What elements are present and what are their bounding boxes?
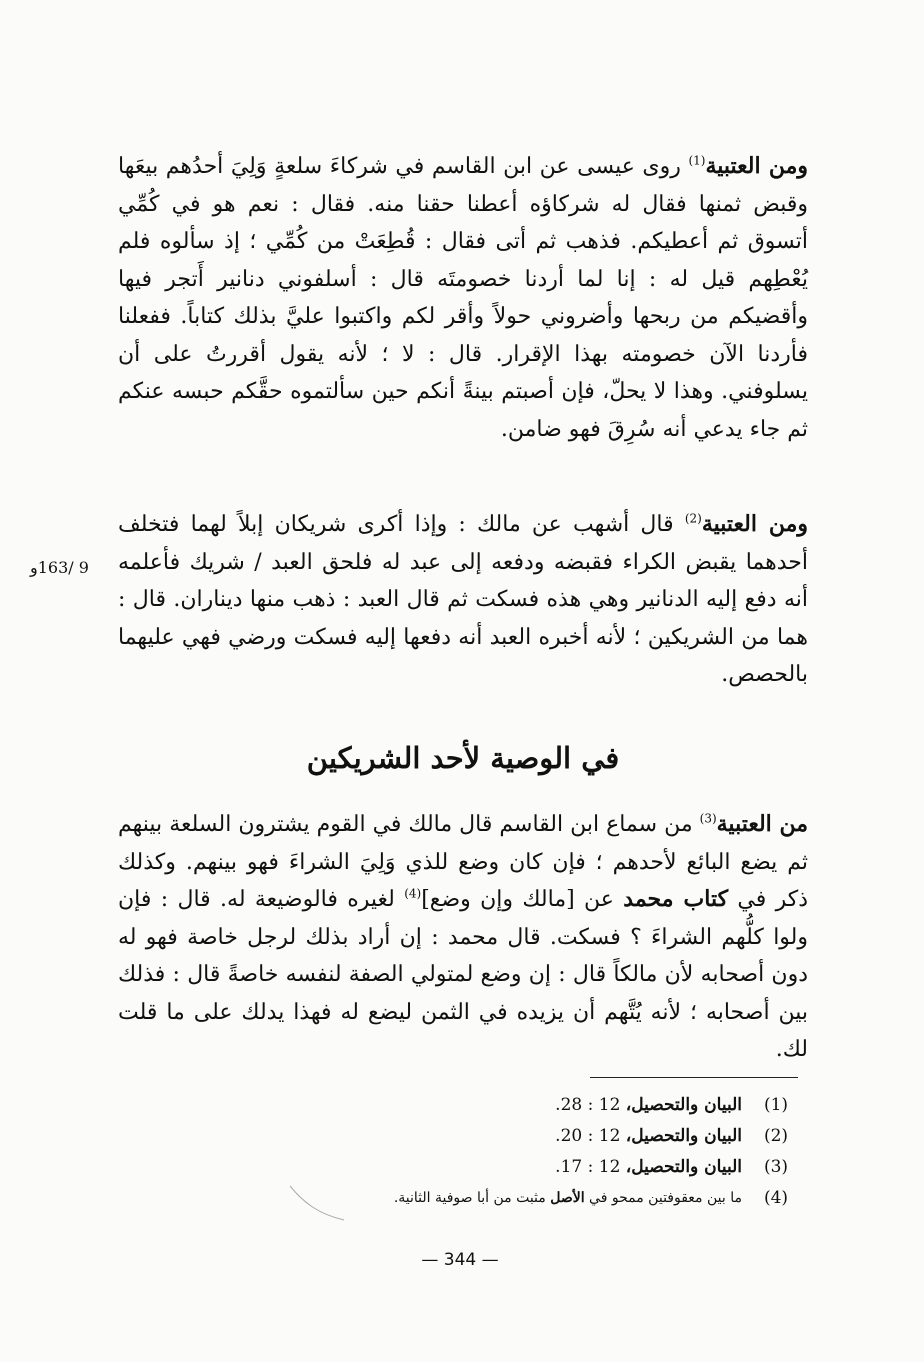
paragraph-2 bbox=[118, 506, 808, 694]
pencil-mark-icon bbox=[288, 1184, 348, 1224]
footnote-number: (4) bbox=[763, 1188, 789, 1208]
footnote-source: البيان والتحصيل، bbox=[625, 1157, 742, 1177]
footnote-number: (3) bbox=[763, 1157, 789, 1177]
paragraph-2-lead: ومن العتبية bbox=[701, 511, 808, 537]
footnote-text-pre: ما بين معقوفتين ممحو في bbox=[584, 1190, 742, 1206]
footnote-ref-3[interactable]: (3) bbox=[699, 811, 717, 826]
footnote-item bbox=[300, 1121, 796, 1152]
section-heading: في الوصية لأحد الشريكين bbox=[306, 741, 620, 775]
paragraph-3-text-c: لغيره فالوضيعة له. قال : فإن ولوا كلُّهم الشراءَ ؟ فسكت. قال محمد : إن أراد بذلك لرجل خاصة فهو له دون أصحابه لأن مالكاً قال : إن وضع لمتولي الصفة لنفسه خاصةً قال : فذلك بين أصحابه ؛ لأنه يُتَّهم أن يزيده في الثمن ليضع له فهذا يدلك على ما قلت لك. bbox=[118, 887, 808, 1062]
footnote-item bbox=[300, 1090, 796, 1121]
footnotes-list bbox=[300, 1090, 796, 1214]
footnote-ref-4[interactable]: (4) bbox=[404, 886, 422, 901]
footnote-source: البيان والتحصيل، bbox=[625, 1095, 742, 1115]
footnote-ref-1[interactable]: (1) bbox=[688, 153, 706, 168]
footnote-number: (2) bbox=[763, 1126, 789, 1146]
footnote-ref-2[interactable]: (2) bbox=[684, 511, 702, 526]
footnote-item bbox=[300, 1183, 796, 1214]
paragraph-1-lead: ومن العتبية bbox=[705, 153, 808, 179]
paragraph-3-lead: من العتبية bbox=[716, 811, 808, 837]
paragraph-3 bbox=[118, 806, 808, 1069]
paragraph-3-text-b: عن [مالك وإن وضع] bbox=[421, 887, 624, 912]
footnote-source: البيان والتحصيل، bbox=[625, 1126, 742, 1146]
paragraph-1 bbox=[118, 148, 808, 448]
footnote-text-post: مثبت من أبا صوفية الثانية. bbox=[393, 1190, 551, 1206]
footnote-number: (1) bbox=[763, 1095, 789, 1115]
footnote-ref: 12 : 28. bbox=[555, 1095, 621, 1115]
page-number: — 344 — bbox=[421, 1250, 499, 1270]
footnote-ref: 12 : 20. bbox=[555, 1126, 621, 1146]
paragraph-3-text-a: من سماع ابن القاسم قال مالك في القوم يشترون السلعة بينهم ثم يضع البائع لأحدهم ؛ فإن كان وضع للذي وَلِيَ الشراءَ فهو بينهم. وكذلك ذكر في bbox=[118, 812, 809, 912]
footnote-ref: 12 : 17. bbox=[555, 1157, 621, 1177]
footnote-text-bold: الأصل bbox=[550, 1190, 585, 1206]
paragraph-2-text: قال أشهب عن مالك : وإذا أكرى شريكان إبلاً لهما فتخلف أحدهما يقبض الكراء فقبضه ودفعه إلى عبد له فلحق العبد / شريك فأعلمه أنه دفع إليه الدنانير وهي هذه فسكت ثم قال العبد : ذهب منها ديناران. قال : هما من الشريكين ؛ لأنه أخبره العبد أنه دفعها إليه فسكت ورضي فهي عليهما بالحصص. bbox=[118, 512, 808, 687]
paragraph-1-text: روى عيسى عن ابن القاسم في شركاءَ سلعةٍ وَلِيَ أحدُهم بيعَها وقبض ثمنها فقال له شركاؤه أعطنا حقنا منه. فقال : نعم هو في كُمِّي أتسوق ثم أعطيكم. فذهب ثم أتى فقال : قُطِعَتْ من كُمِّي ؛ إذ سألوه فلم يُعْطِهم قيل له : إنا لما أردنا خصومتَه قال : أسلفوني دنانير أَتجر فيها وأقضيكم من ربحها وأضروني حولاً وأقر لكم واكتبوا عليَّ بذلك كتاباً. ففعلنا فأردنا الآن خصومته بهذا الإقرار. قال : لا ؛ لأنه يقول أقررتُ على أن يسلوفني. وهذا لا يحلّ، فإن أصبتم بينةً أنكم حين سألتموه حقَّكم حبسه عنكم ثم جاء يدعي أنه سُرِقَ فهو ضامن. bbox=[118, 154, 808, 442]
footnote-divider bbox=[590, 1077, 798, 1078]
footnote-item bbox=[300, 1152, 796, 1183]
book-title: كتاب محمد bbox=[623, 886, 729, 912]
margin-folio-note: 9 /163و bbox=[30, 558, 89, 577]
